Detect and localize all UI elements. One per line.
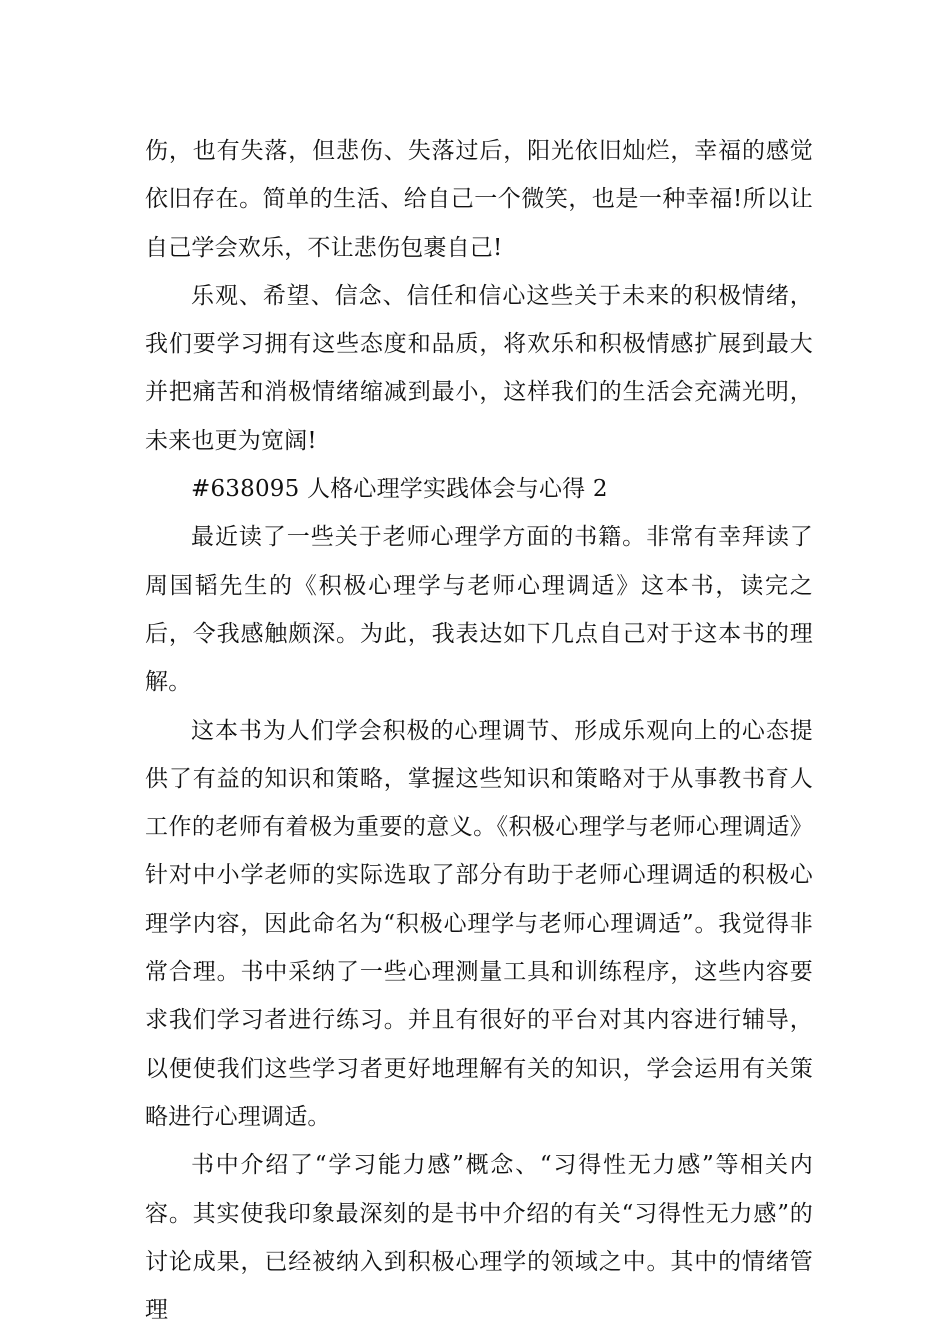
section-heading: #638095 人格心理学实践体会与心得 2 [191,476,608,503]
paragraph-continued: 伤，也有失落，但悲伤、失落过后，阳光依旧灿烂，幸福的感觉依旧存在。简单的生活、给自己一个微笑，也是一种幸福!所以让自己学会欢乐，不让悲伤包裹自己! [145,138,813,261]
paragraph: 乐观、希望、信念、信任和信心这些关于未来的积极情绪，我们要学习拥有这些态度和品质，将欢乐和积极情感扩展到最大并把痛苦和消极情绪缩减到最小，这样我们的生活会充满光明，未来也更为宽阔! [145,282,813,454]
paragraph: 最近读了一些关于老师心理学方面的书籍。非常有幸拜读了周国韬先生的《积极心理学与老师心理调适》这本书，读完之后，令我感触颇深。为此，我表达如下几点自己对于这本书的理解。 [145,524,813,696]
document-body [145,127,813,1334]
paragraph: 书中介绍了“学习能力感”概念、“习得性无力感”等相关内容。其实使我印象最深刻的是书中介绍的有关“习得性无力感”的讨论成果，已经被纳入到积极心理学的领域之中。其中的情绪管理 [145,1152,813,1324]
paragraph: 这本书为人们学会积极的心理调节、形成乐观向上的心态提供了有益的知识和策略，掌握这些知识和策略对于从事教书育人工作的老师有着极为重要的意义。《积极心理学与老师心理调适》针对中小学老师的实际选取了部分有助于老师心理调适的积极心理学内容，因此命名为“积极心理学与老师心理调适”。我觉得非常合理。书中采纳了一些心理测量工具和训练程序，这些内容要求我们学习者进行练习。并且有很好的平台对其内容进行辅导，以便使我们这些学习者更好地理解有关的知识，学会运用有关策略进行心理调适。 [145,717,813,1130]
